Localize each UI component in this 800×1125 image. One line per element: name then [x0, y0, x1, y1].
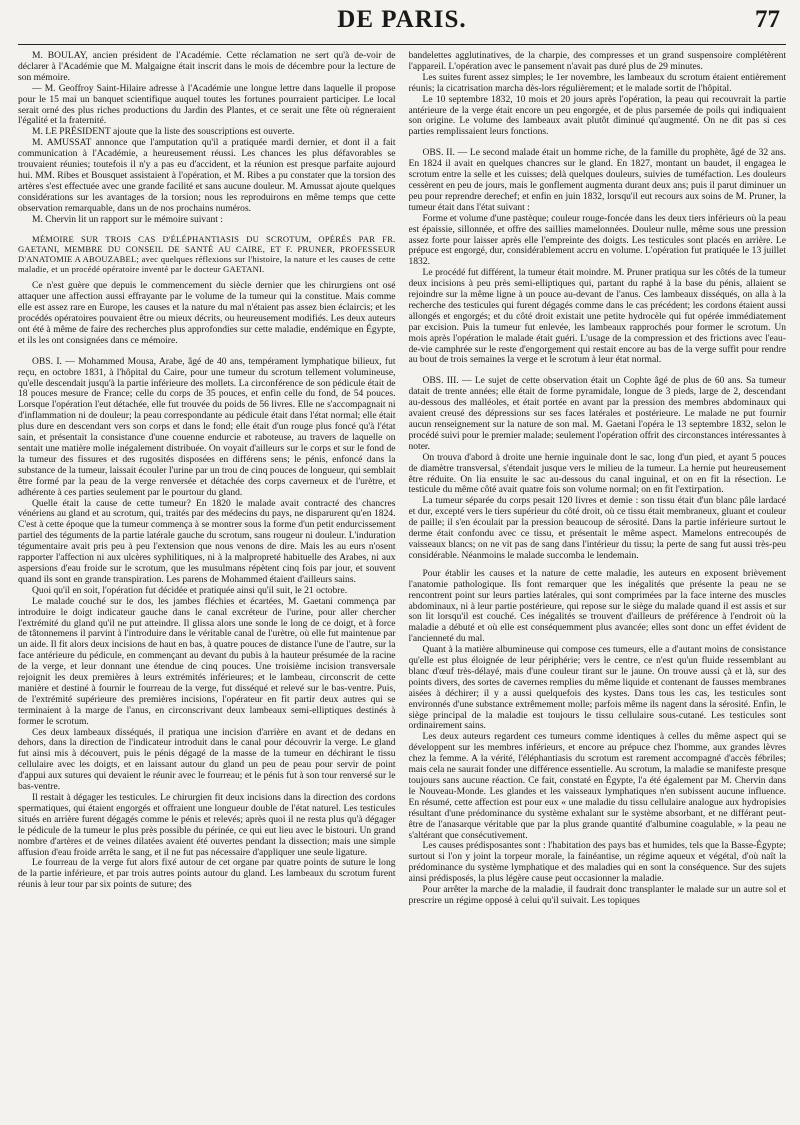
paragraph-followup: Le 10 septembre 1832, 10 mois et 20 jours après l'opération, la peau qui recouvrait la partie antérieure de la verge était encore un peu engorgée, et de plus parsemée de poils qui indiquaient son origine. Le volume des lambeaux avait plutôt diminué qu'augmenté. On ne dit pas si ces parties remplissaient leurs fonctions.: [408, 93, 786, 138]
paragraph-testicules: Il restait à dégager les testicules. Le chirurgien fit deux incisions dans la direction des cordons spermatiques, qui étaient engorgés et offraient une longueur double de l'état naturel. Les testicules situés en arrière furent dégagés comme le pénis et relevés; après quoi il ne resta plus qu'à dégager le pédicule de la tumeur le plus près possible du périnée, ce qui eut lieu avec le bistouri. Un grand nombre d'artères et de veines dilatées avaient été ouvertes pendant la dissection; mais une simple affusion d'eau froide arrêta le sang, et il ne fut pas nécessaire d'appliquer une seule ligature.: [18, 792, 396, 858]
memoir-title: MÉMOIRE SUR TROIS CAS D'ÉLÉPHANTIASIS DU SCROTUM, OPÉRÉS PAR FR. GAETANI, MEMBRE DU CONSEIL DE SANTÉ AU CAIRE, ET F. PRUNER, PROFESSEUR D'ANATOMIE A ABOUZABEL; avec quelques réflexions sur l'histoire, la nature et les causes de cette maladie, et un procédé opératoire inventé par le docteur GAETANI.: [18, 233, 396, 275]
paragraph-hernie: On trouva d'abord à droite une hernie inguinale dont le sac, long d'un pied, et ayant 5 pouces de diamètre transversal, s'étendait jusque vers le milieu de la tumeur. La hernie put heureusement être réduite. On lia ensuite le sac au-dessous du canal inguinal, et on en fit la résection. Le testicule du même côté avait quatre fois son volume normal; on en fit l'extirpation.: [408, 451, 786, 496]
right-column: [409, 51, 787, 1113]
paragraph-obs-3: OBS. III. — Le sujet de cette observation était un Cophte âgé de plus de 60 ans. Sa tumeur datait de trente années; elle était de forme pyramidale, longue de 3 pieds, large de 2, descendant au-dessous des malléoles, et était portée en avant par la pression des membres abdominaux qui avaient creusé des dépressions sur ses faces latérales et postérieure. Le malade ne put fournir aucun renseignement sur la nature de son mal. M. Gaetani l'opéra le 13 septembre 1832, selon le procédé suivi pour le premier malade; seulement l'opération offrit des circonstances intéressantes à noter.: [408, 375, 786, 452]
paragraph-predisposantes: Les causes prédisposantes sont : l'habitation des pays bas et humides, tels que la Basse-Égypte; surtout si l'on y joint la torpeur morale, la fainéantise, un régime aqueux et végétal, d'où naît la prédominance du système lymphatique et des maladies qui en sont la conséquence. Sur des sujets ainsi prédisposés, la plus légère cause peut occasionner la maladie.: [408, 840, 786, 885]
two-column-body: [18, 45, 786, 1113]
paragraph-geoffroy: — M. Geoffroy Saint-Hilaire adresse à l'Académie une longue lettre dans laquelle il propose pour le 15 mai un banquet scientifique auquel toutes les fortunes pourraient participer. Le local serait orné des plus riches productions du Jardin des Plantes, et ce serait une fête où régneraient l'égalité et la fraternité.: [18, 82, 396, 127]
paragraph-boulay: M. BOULAY, ancien président de l'Académie. Cette réclamation ne sert qu'à de-voir de déclarer à l'Académie que M. Malgaigne était inscrit dans le mois de décembre pour la lecture de son mémoire.: [18, 51, 396, 83]
paragraph-obs-1: OBS. I. — Mohammed Mousa, Arabe, âgé de 40 ans, tempérament lymphatique bilieux, fut reçu, en octobre 1831, à l'hôpital du Caire, pour une tumeur du scrotum tellement volumineuse, qu'elle descendait jusqu'à la partie inférieure des mollets. La circonférence de son pédicule était de 18 pouces mesure de France; celle du corps de 35 pouces, et enfin celle du fond, de 54 pouces. Lorsque l'opération l'eut détachée, elle fut trouvée du poids de 56 livres. Elle ne s'accompagnait ni d'inflammation ni de douleur; la peau correspondante au pédicule était dans l'état normal; elle était plus dure en descendant vers son corps et dans le fond; elle était d'un rouge plus foncé qu'à l'état sain, et présentait la consistance d'une couenne endurcie et raboteuse, au travers de laquelle on sentait une matière molle inégalement distribuée. On voyait d'ailleurs sur le corps et sur le fond de la tumeur des fissures et des rugosités disposées en différens sens; le pénis, enfoncé dans la substance de la tumeur, laissait écouler l'urine par un trou de cinq pouces de longueur, qui semblait être formé par la peau de la verge renversée et détachée des corps caverneux et de l'urètre, et adhérente à ces parties seulement par le pourtour du gland.: [18, 355, 396, 498]
paragraph-procede: Le procédé fut différent, la tumeur était moindre. M. Pruner pratiqua sur les côtés de la tumeur deux incisions à peu près semi-elliptiques qui, partant du raphé à la base du pénis, allaient se rejoindre sur la même ligne à un pouce au-devant de l'anus. Ces lambeaux disséqués, on alla à la recherche des testicules qui furent dégagés comme dans le cas précédent; les cordons étaient aussi allongés et engorgés; et du côté droit existait une petite hydrocèle qui fut opérée immédiatement par excision. Puis la tumeur fut enlevée, les lambeaux rapprochés pour former le scrotum. Un mois après l'opération le malade était guéri. L'usage de la compression et des frictions avec l'eau-de-vie camphrée sur le reste d'engorgement qui restait encore au bas de la verge suffit pour rendre au bout de trois semaines la verge et le scrotum à leur état normal.: [408, 267, 786, 366]
paragraph-operation-date: Quoi qu'il en soit, l'opération fut décidée et pratiquée ainsi qu'il suit, le 21 octobre.: [32, 584, 348, 596]
section-gap: [409, 138, 787, 145]
paragraph-lambeaux: Ces deux lambeaux disséqués, il pratiqua une incision d'arrière en avant et de dedans en dehors, dans la direction de l'indicateur introduit dans le canal pour découvrir la verge. Le gland fut ainsi mis à découvert, puis le pénis dégagé de la masse de la tumeur en déchirant le tissu cellulaire avec les doigts, et en laissant autour du gland un peu de peau pour servir de point d'appui aux sutures qui devaient le réunir avec le fourreau; et le pénis fut à son tour renversé sur le bas-ventre.: [18, 726, 396, 793]
section-gap: [18, 347, 396, 354]
paragraph-continuation: bandelettes agglutinatives, de la charpie, des compresses et un grand suspensoire complétèrent l'appareil. L'opération avec le pansement n'avait pas duré plus de 29 minutes.: [408, 51, 786, 72]
paragraph-forme: Forme et volume d'une pastèque; couleur rouge-foncée dans les deux tiers inférieurs où la peau est épaissie, sillonnée, et offre des saillies mamelonnées. Douleur nulle, même sous une pression assez forte pour laisser après elle l'empreinte des doigts. Les testicules sont placés en arrière. Le prépuce est engorgé, dur, considérablement accru en volume. L'opération fut pratiquée le 13 juillet 1832.: [408, 212, 786, 268]
paragraph-identiques: Les deux auteurs regardent ces tumeurs comme identiques à celles du même aspect qui se développent sur les membres inférieurs, et encore au prépuce chez l'homme, aux grandes lèvres chez la femme. A la vérité, l'éléphantiasis du scrotum est rarement accompagné d'accès fébriles; mais cela ne saurait fonder une différence essentielle. Au scrotum, la maladie se manifeste presque toujours sans aucune réaction. Ce fait, constaté en Égypte, l'a été également par M. Chervin dans le Nouveau-Monde. Les glandes et les vaisseaux lymphatiques n'en subissent aucune influence. En résumé, cette affection est pour eux « une maladie du tissu cellulaire analogue aux hydropisies résultant d'une prédominance du système exhalant sur le système absorbant, et ne différant peut-être de l'anasarque véritable que par la plus grande quantité d'albumine coagulable, » la peau ne s'altérant que consécutivement.: [408, 731, 786, 841]
paragraph-chervin: M. Chervin lit un rapport sur le mémoire suivant :: [32, 213, 223, 225]
section-gap: [409, 366, 787, 373]
paragraph-procedure: Le malade couché sur le dos, les jambes fléchies et écartées, M. Gaetani commença par introduire le doigt indicateur gauche dans le canal excréteur de l'urine, pour aller chercher l'extrémité du gland qu'il ne put atteindre. Il glissa alors une sonde le long de ce doigt, et à force de tâtonnemens il parvint à l'introduire dans le véritable canal de l'urètre, où elle fut maintenue par un aide. Il fit alors deux incisions de haut en bas, à quatre pouces de distance l'une de l'autre, sur la face antérieure du pédicule, en commençant au devant du pubis à la hauteur présumée de la racine de la verge, et leur donnant une étendue de cinq pouces. Une troisième incision transversale rejoignit les deux premières à leurs extrémités inférieures; et le lambeau, circonscrit de cette manière et destiné à fournir le fourreau de la verge, fut disséqué et relevé sur le bas-ventre. Puis, de l'extrémité supérieure des premières incisions, l'opérateur en fit partir deux autres qui se terminaient à la marge de l'anus, en circonscrivant deux lambeaux semi-elliptiques destinés à former le scrotum.: [18, 595, 396, 727]
paragraph-president: M. LE PRÉSIDENT ajoute que la liste des souscriptions est ouverte.: [32, 126, 295, 138]
paragraph-amussat: M. AMUSSAT annonce que l'amputation qu'il a pratiquée mardi dernier, et dont il a fait communication à l'Académie, a heureusement réussi. Les chances les plus défavorables se trouvaient réunies; toutefois il n'y a pas eu d'accident, et la réunion est presque parfaite aujourd hui. MM. Ribes et Bousquet assistaient à l'opération, et M. Ribes a pu constater que la torsion des artères s'est effectuée avec une grande facilité et sans aucune douleur. M. Amussat ajoute quelques considérations sur les avantages de la torsion; nous les reproduirons en même temps que cette observation remarquable, dans un de nos prochains numéros.: [18, 137, 396, 214]
paragraph-matiere: Quant à la matière albumineuse qui compose ces tumeurs, elle a d'autant moins de consistance qu'elle est plus éloignée de leur périphérie; vers le centre, ce n'est qu'un fluide ressemblant au blanc d'œuf très-délayé, mais d'une couleur tirant sur le jaune. On trouve aussi çà et là, sur des points divers, des sortes de cavernes remplies du même liquide et contenant de fausses membranes aisées à déchirer; il y a aussi quelquefois des kystes. Dans tous les cas, les testicules sont environnés d'une substance extrêmement molle; parfois même ils nagent dans la sérosité. Enfin, le siège principal de la maladie est toujours le tissu cellulaire sous-cutané. Les testicules sont ordinairement sains.: [408, 644, 786, 732]
page-number: 77: [755, 6, 780, 33]
paragraph-arreter: Pour arrêter la marche de la maladie, il faudrait donc transplanter le malade sur un autre sol et prescrire un régime opposé à celui qu'il suivait. Les topiques: [408, 884, 786, 906]
paragraph-intro: Ce n'est guère que depuis le commencement du siècle dernier que les chirurgiens ont osé attaquer une affection aussi effrayante par le volume de la tumeur qui la constitue. Mais comme elle est assez rare en Europe, les causes et la nature du mal n'étaient pas assez bien éclaircis; et les procédés opératoires pouvaient être ou mieux décrits, ou heureusement modifiés. Les deux auteurs ont été à même de faire des recherches plus approfondies sur cette maladie, endémique en Égypte, et ils les ont consignées dans ce mémoire.: [18, 280, 396, 346]
paragraph-obs-2: OBS. II. — Le second malade était un homme riche, de la famille du prophète, âgé de 32 ans. En 1824 il avait en quelques chancres sur le gland. En 1827, montant un baudet, il engagea le scrotum entre la selle et les cuisses; delà quelques douleurs, suivies de tuméfaction. Les douleurs cessèrent en peu de jours, mais le gonflement augmenta durant deux ans; puis il parut diminuer un peu pour reprendre derechef; et enfin en juin 1832, lorsqu'il eut recours aux soins de M. Pruner, la tumeur était dans l'état suivant :: [408, 147, 786, 213]
paragraph-tumeur-poids: La tumeur séparée du corps pesait 120 livres et demie : son tissu était d'un blanc pâle lardacé et dur, excepté vers le tiers supérieur du côté droit, où ce tissu était membraneux, gluant et couleur de paille; il s'en écoulait par la pression beaucoup de sérosité. Dans la partie inférieure surtout le derme était confondu avec ce tissu, et présentait le même aspect. Mamelons entrecoupés de vaisseaux blancs; on ne vit pas de sang dans l'intérieur du tissu; la perte de sang fut aussi très-peu considérable. Néanmoins le malade succomba le lendemain.: [408, 495, 786, 561]
paragraph-suites: Les suites furent assez simples; le 1er novembre, les lambeaux du scrotum étaient entièrement réunis; la cicatrisation marcha dès-lors régulièrement; et le malade sortit de l'hôpital.: [408, 71, 786, 94]
left-column: [18, 51, 396, 1113]
running-head: [18, 0, 786, 45]
running-title: DE PARIS.: [337, 6, 467, 33]
paragraph-cause: Quelle était la cause de cette tumeur? En 1820 le malade avait contracté des chancres vénériens au gland et au scrotum, qui, traités par des médecins du pays, ne disparurent qu'en 1824. C'est à cette époque que la tumeur commença à se montrer sous la forme d'un petit endurcissement partiel des téguments de la partie latérale gauche du scrotum, sans rougeur ni douleur. L'induration tégumentaire avait pris peu à peu l'extension que nous venons de dire. Mais les au eurs n'osent rapporter l'affection ni aux ulcères syphilitiques, ni à la malpropreté habituelle des Arabes, ni aux aspersions d'eau froide sur le scrotum, que les musulmans répètent cinq fois par jour, et souvent quand ils sont en grande transpiration. Les parens de Mohammed étaient d'ailleurs sains.: [18, 497, 396, 585]
paragraph-fourreau: Le fourreau de la verge fut alors fixé autour de cet organe par quatre points de suture le long de la partie inférieure, et par trois autres points autour du gland. Les lambeaux du scrotum furent réunis à leur tour par six points de suture; des: [18, 857, 396, 891]
paragraph-causes-nature: Pour établir les causes et la nature de cette maladie, les auteurs en exposent brièvement l'anatomie pathologique. Ils font remarquer que les inégalités que présente la peau ne se rencontrent point sur leurs parties latérales, qui sont comprimées par la face interne des muscles abdominaux, ni à leur partie postérieure, qui repose sur le siège du malade quand il est assis et sur son lit lorsqu'il est couché. Ces inégalités se trouvent d'ailleurs de préférence à l'endroit où la maladie a débuté et où elle est conséquemment plus avancée; elles sont donc un effet évident de l'ancienneté du mal.: [408, 567, 786, 645]
